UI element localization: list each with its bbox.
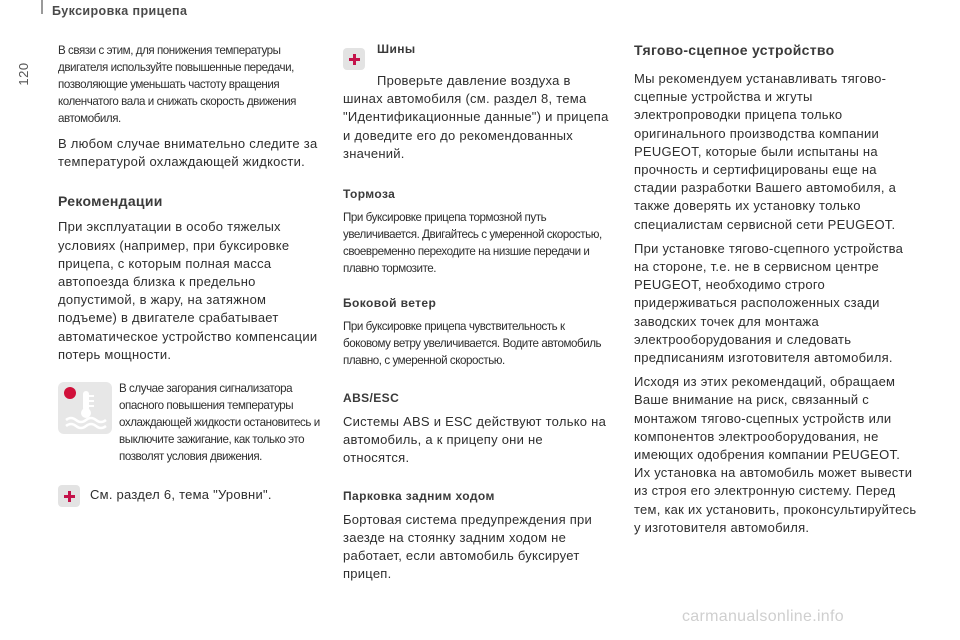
column-left — [58, 42, 323, 507]
reverse-parking-text: Бортовая система предупреждения при заезде на стоянку задним ходом не работает, если автомобиль буксирует прицеп. — [343, 511, 593, 582]
thermometer-waves-icon — [58, 382, 112, 434]
intro-condensed-text: В связи с этим, для понижения температуры двигателя используйте повышенные передачи, позволяющие уменьшать частоту вращения коленчатого вала и снижать скорость движения автомобиля. — [58, 44, 296, 125]
coolant-warning-notice — [58, 382, 323, 465]
recommendations-paragraph: При эксплуатации в особо тяжелых условиях (например, при буксировке прицепа, с которым полная масса автопоезда близка к предельно допустимой, в жару, на затяжном подъеме) в двигателе срабатывает автоматическое устройство компенсации потерь мощности. — [58, 219, 318, 362]
towbar-paragraph-2: При установке тягово-сцепного устройства на стороне, т.е. не в сервисном центре PEUGEOT, необходимо строго придерживаться расположенных сзади заводских точек для монтажа электрооборудования и следовать предписаниям изготовителя автомобиля. — [634, 240, 904, 366]
towbar-paragraph-3: Исходя из этих рекомендаций, обращаем Ваше внимание на риск, связанный с монтажом тягово-сцепных устройств или компонентов электрооборудования, не имеющих одобрения компании PEUGEOT. Их установка на автомобиль может вывести из строя его электронную систему. Перед тем, как их установить, проконсультируйтесь у изготовителя автомобиля. — [634, 374, 917, 535]
towbar-heading: Тягово-сцепное устройство — [634, 42, 835, 58]
reverse-parking-heading: Парковка задним ходом — [343, 488, 495, 503]
header-rule — [41, 0, 43, 14]
side-wind-text: При буксировке прицепа чувствительность к боковому ветру увеличивается. Водите автомобиль плавно, с умеренной скоростью. — [343, 320, 602, 368]
column-right — [634, 42, 919, 537]
watermark-text: carmanualsonline.info — [682, 608, 844, 625]
tyres-heading: Шины — [377, 42, 416, 56]
towbar-paragraph-1: Мы рекомендуем устанавливать тягово-сцепные устройства и жгуты электропроводки прицепа только оригинального производства компании PEUGEOT, которые были испытаны на прочность и сертифицированы еще на стадии разработки Вашего автомобиля, а также доверять их установку только специалистам сервисной сети PEUGEOT. — [634, 71, 897, 232]
tyres-notice — [343, 42, 613, 70]
page-number: 120 — [16, 62, 31, 86]
coolant-warning-text: В случае загорания сигнализатора опасного повышения температуры охлаждающей жидкости остановитесь и выключите зажигание, как только это позволят условия движения. — [119, 382, 320, 464]
recommendations-heading: Рекомендации — [58, 193, 163, 210]
abs-esc-heading: ABS/ESC — [343, 391, 400, 406]
tyres-header-block — [377, 42, 416, 56]
brakes-text: При буксировке прицепа тормозной путь увеличивается. Двигайтесь с умеренной скоростью, своевременно переходите на низшие передачи и плавно тормозите. — [343, 211, 602, 276]
plus-icon — [343, 48, 365, 70]
intro-paragraph: В любом случае внимательно следите за температурой охлаждающей жидкости. — [58, 136, 318, 170]
tyres-text: Проверьте давление воздуха в шинах автомобиля (см. раздел 8, тема "Идентификационные данные") и прицепа и доведите его до рекомендованных значений. — [343, 73, 609, 161]
see-also-text: См. раздел 6, тема "Уровни". — [90, 487, 272, 503]
column-middle — [343, 42, 613, 583]
abs-esc-text: Системы ABS и ESC действуют только на автомобиль, а к прицепу они не относятся. — [343, 414, 607, 466]
coolant-temperature-warning-icon — [58, 382, 112, 434]
section-title: Буксировка прицепа — [52, 4, 188, 18]
side-wind-heading: Боковой ветер — [343, 296, 437, 311]
brakes-heading: Тормоза — [343, 187, 396, 202]
see-also-notice — [58, 485, 323, 507]
plus-icon — [58, 485, 80, 507]
